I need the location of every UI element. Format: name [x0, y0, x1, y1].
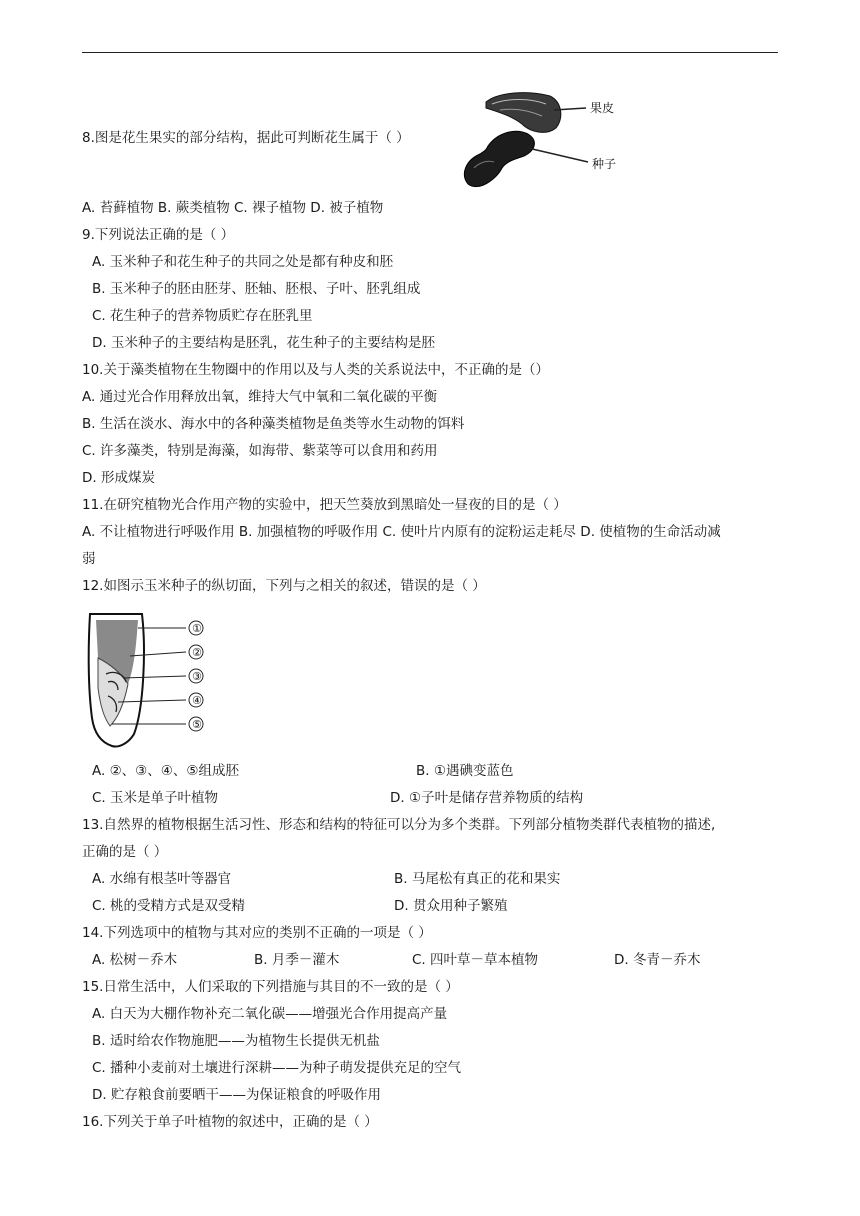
q12-stem: 12.如图示玉米种子的纵切面，下列与之相关的叙述，错误的是（ ） — [82, 578, 486, 594]
q14-stem: 14.下列选项中的植物与其对应的类别不正确的一项是（ ） — [82, 925, 432, 941]
corn-label-2: ② — [192, 646, 202, 659]
q10-option-b: B. 生活在淡水、海水中的各种藻类植物是鱼类等水生动物的饵料 — [82, 416, 465, 432]
peanut-figure — [458, 88, 628, 198]
q12-option-d: D. ①子叶是储存营养物质的结构 — [390, 790, 584, 806]
q10-option-d: D. 形成煤炭 — [82, 470, 155, 486]
peanut-label-pericarp: 果皮 — [590, 101, 615, 115]
corn-label-4: ④ — [192, 694, 202, 707]
q15-option-d: D. 贮存粮食前要晒干——为保证粮食的呼吸作用 — [92, 1087, 381, 1103]
q15-option-b: B. 适时给农作物施肥——为植物生长提供无机盐 — [92, 1033, 380, 1049]
q8-options: A. 苔藓植物 B. 蕨类植物 C. 裸子植物 D. 被子植物 — [82, 200, 384, 216]
q9-option-d: D. 玉米种子的主要结构是胚乳，花生种子的主要结构是胚 — [92, 335, 435, 351]
q10-option-c: C. 许多藻类，特别是海藻，如海带、紫菜等可以食用和药用 — [82, 443, 438, 459]
q13-option-a: A. 水绵有根茎叶等器官 — [92, 871, 232, 887]
q10-stem: 10.关于藻类植物在生物圈中的作用以及与人类的关系说法中，不正确的是（） — [82, 362, 549, 378]
q13-option-d: D. 贯众用种子繁殖 — [394, 898, 508, 914]
q8-stem: 8.图是花生果实的部分结构，据此可判断花生属于（ ） — [82, 130, 410, 146]
q12-option-a: A. ②、③、④、⑤组成胚 — [92, 763, 239, 779]
q13-stem-cont: 正确的是（ ） — [82, 844, 168, 860]
corn-label-3: ③ — [192, 670, 202, 683]
q15-option-a: A. 白天为大棚作物补充二氧化碳——增强光合作用提高产量 — [92, 1006, 448, 1022]
q13-option-c: C. 桃的受精方式是双受精 — [92, 898, 246, 914]
q9-stem: 9.下列说法正确的是（ ） — [82, 227, 235, 243]
q12-option-c: C. 玉米是单子叶植物 — [92, 790, 219, 806]
q14-option-b: B. 月季－灌木 — [254, 952, 340, 968]
q13-option-b: B. 马尾松有真正的花和果实 — [394, 871, 561, 887]
corn-seed-figure — [84, 608, 214, 750]
q9-option-b: B. 玉米种子的胚由胚芽、胚轴、胚根、子叶、胚乳组成 — [92, 281, 421, 297]
q15-option-c: C. 播种小麦前对土壤进行深耕——为种子萌发提供充足的空气 — [92, 1060, 462, 1076]
q16-stem: 16.下列关于单子叶植物的叙述中，正确的是（ ） — [82, 1114, 378, 1130]
q11-options: A. 不让植物进行呼吸作用 B. 加强植物的呼吸作用 C. 使叶片内原有的淀粉运走耗尽 D. 使植物的生命活动减 — [82, 524, 721, 540]
q11-options-cont: 弱 — [82, 551, 96, 567]
q14-option-c: C. 四叶草－草本植物 — [412, 952, 539, 968]
q15-stem: 15.日常生活中，人们采取的下列措施与其目的不一致的是（ ） — [82, 979, 459, 995]
peanut-label-seed: 种子 — [592, 157, 617, 171]
corn-label-5: ⑤ — [192, 718, 202, 731]
corn-label-1: ① — [192, 622, 202, 635]
q12-option-b: B. ①遇碘变蓝色 — [416, 763, 514, 779]
q9-option-a: A. 玉米种子和花生种子的共同之处是都有种皮和胚 — [92, 254, 394, 270]
q14-option-a: A. 松树－乔木 — [92, 952, 178, 968]
q10-option-a: A. 通过光合作用释放出氧，维持大气中氧和二氧化碳的平衡 — [82, 389, 438, 405]
q13-stem: 13.自然界的植物根据生活习性、形态和结构的特征可以分为多个类群。下列部分植物类群代表植物的描述, — [82, 817, 716, 833]
q11-stem: 11.在研究植物光合作用产物的实验中，把天竺葵放到黑暗处一昼夜的目的是（ ） — [82, 497, 567, 513]
q14-option-d: D. 冬青－乔木 — [614, 952, 701, 968]
header-rule — [82, 52, 778, 53]
q9-option-c: C. 花生种子的营养物质贮存在胚乳里 — [92, 308, 313, 324]
